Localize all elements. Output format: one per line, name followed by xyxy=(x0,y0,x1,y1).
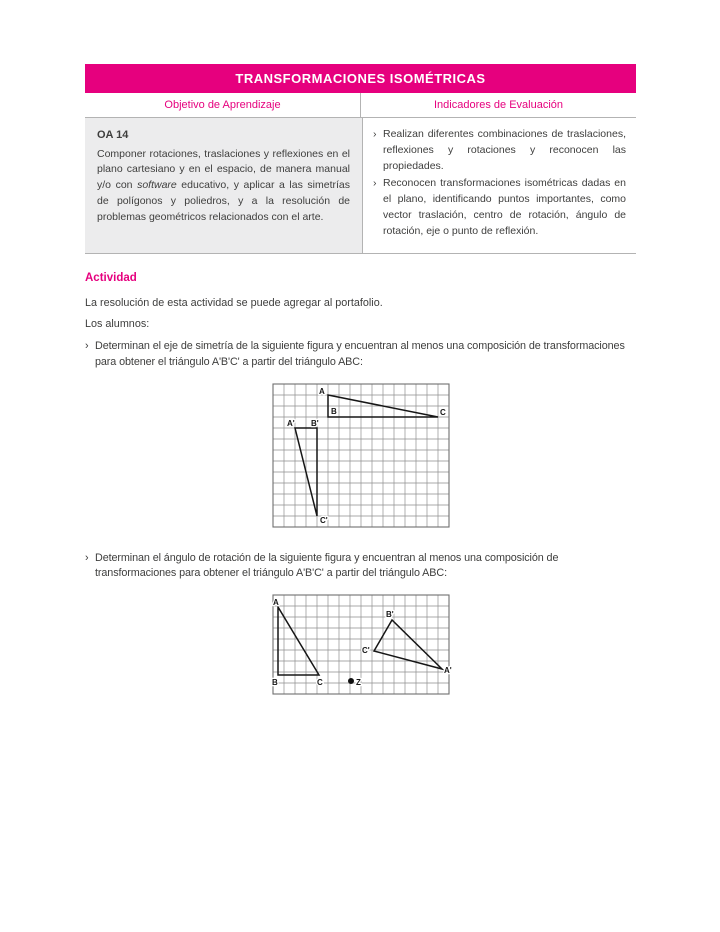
oa-text xyxy=(97,147,350,226)
oa-text-before: Componer rotaciones, traslaciones y reflexiones en el plano cartesiano y en el espacio, de manera manual y/o con xyxy=(97,147,350,191)
oa-text-after: educativo, y aplicar a las simetrías de polígonos y poliedros, y a la resolución de problemas geométricos relacionados con el arte. xyxy=(97,179,350,223)
table-title: TRANSFORMACIONES ISOMÉTRICAS xyxy=(85,64,636,93)
vertex-label-b: B xyxy=(330,406,337,416)
bullet-marker: › xyxy=(373,128,377,140)
oa-code: OA 14 xyxy=(97,129,129,141)
objetivo-cell xyxy=(85,118,362,253)
vertex-label-b-prime: B' xyxy=(310,418,319,428)
grid-lines xyxy=(273,595,449,694)
oa-text-italic: software xyxy=(137,179,177,191)
bullet-marker: › xyxy=(85,551,89,564)
table-header-row xyxy=(85,93,636,118)
bullet-text: Determinan el ángulo de rotación de la siguiente figura y encuentran al menos una composición de transformaciones para obtener el triángulo A'B'C' a partir del triángulo ABC: xyxy=(95,551,559,580)
bullet-text: Determinan el eje de simetría de la siguiente figura y encuentran al menos una composición de transformaciones para obtener el triángulo A'B'C' a partir del triángulo ABC: xyxy=(95,340,625,368)
activity-title: Actividad xyxy=(85,272,137,285)
activity-bullet-rotation xyxy=(85,551,636,582)
indicator-text: Realizan diferentes combinaciones de traslaciones, reflexiones y rotaciones y reconocen las propiedades. xyxy=(383,128,626,172)
triangle-a-b-c-prime xyxy=(374,620,442,669)
column-header-indicadores: Indicadores de Evaluación xyxy=(360,93,636,117)
rotation-center-point xyxy=(348,678,354,684)
activity-section xyxy=(85,272,636,694)
document-page xyxy=(85,64,636,694)
vertex-label-b-prime: B' xyxy=(385,609,394,619)
indicadores-cell xyxy=(362,118,636,253)
activity-bullet-symmetry xyxy=(85,339,636,370)
vertex-label-a: A xyxy=(318,386,325,396)
vertex-label-c: C xyxy=(439,407,446,417)
table-body-row xyxy=(85,118,636,253)
figure-rotation-grid xyxy=(271,595,452,694)
oa-table xyxy=(85,64,636,254)
indicator-text: Reconocen transformaciones isométricas dadas en el plano, identificando puntos importantes, como vector traslación, centro de rotación, ángulo de rotación, eje o punto de reflexión. xyxy=(383,177,626,237)
bullet-marker: › xyxy=(373,177,377,190)
vertex-label-c: C xyxy=(316,677,323,687)
column-header-objetivo: Objetivo de Aprendizaje xyxy=(164,99,281,111)
activity-subtitle: Los alumnos: xyxy=(85,318,150,331)
vertex-label-a: A xyxy=(272,597,279,607)
bullet-marker: › xyxy=(85,340,89,353)
grid-lines xyxy=(273,384,449,527)
vertex-label-a-prime: A' xyxy=(443,665,452,675)
rotation-center-label: Z xyxy=(355,677,361,687)
vertex-label-a-prime: A' xyxy=(286,418,295,428)
vertex-label-c-prime: C' xyxy=(361,645,370,655)
indicator-item xyxy=(373,127,626,174)
activity-intro: La resolución de esta actividad se puede agregar al portafolio. xyxy=(85,297,383,310)
vertex-label-b: B xyxy=(271,677,278,687)
figure-symmetry-grid xyxy=(273,384,449,527)
vertex-label-c-prime: C' xyxy=(319,515,328,525)
indicator-item xyxy=(373,176,626,239)
